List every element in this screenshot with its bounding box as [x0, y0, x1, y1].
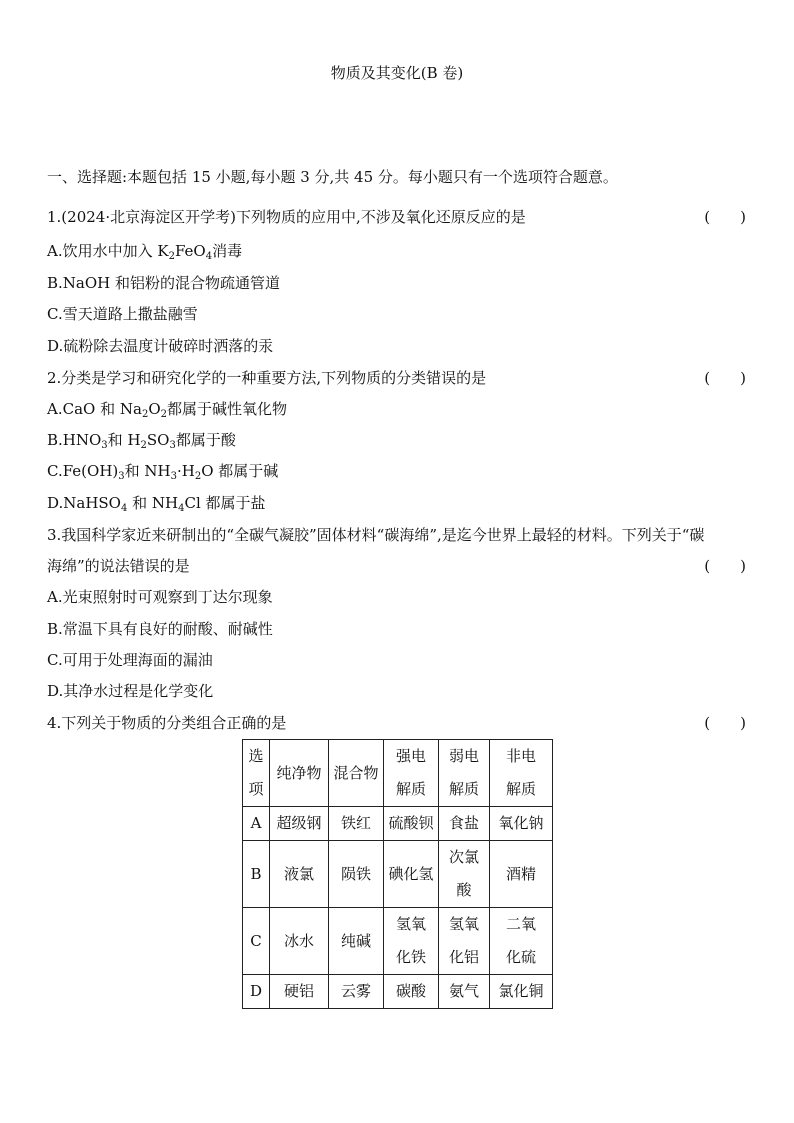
- table-cell: 二氧化硫: [490, 908, 553, 975]
- q3-option-b: B.常温下具有良好的耐酸、耐碱性: [47, 620, 273, 638]
- q4-stem: 4.下列关于物质的分类组合正确的是: [47, 714, 287, 732]
- table-cell: 硫酸钡: [384, 807, 439, 841]
- q2-option-a: A.CaO 和 $Na_2O_2$都属于碱性氧化物: [47, 400, 288, 420]
- q3-stem-line1: 3.我国科学家近来研制出的“全碳气凝胶”固体材料“碳海绵”,是迄今世界上最轻的材料。下列关于“碳: [47, 526, 705, 544]
- q3-answer-paren: ( ): [704, 557, 746, 575]
- table-cell: 氨气: [439, 975, 490, 1009]
- table-row: [243, 908, 553, 975]
- header-cell-pure: 纯净物: [270, 740, 329, 807]
- q2-stem: 2.分类是学习和研究化学的一种重要方法,下列物质的分类错误的是: [47, 369, 487, 387]
- table-cell: 酒精: [490, 841, 553, 908]
- table-cell: 云雾: [329, 975, 384, 1009]
- q3-option-d: D.其净水过程是化学变化: [47, 682, 214, 700]
- q3-option-a: A.光束照射时可观察到丁达尔现象: [47, 588, 273, 606]
- classification-table: [242, 739, 553, 1009]
- q3-option-c: C.可用于处理海面的漏油: [47, 651, 213, 669]
- q4-answer-paren: ( ): [704, 714, 746, 732]
- q1-option-b: B.NaOH 和铝粉的混合物疏通管道: [47, 274, 281, 292]
- table-cell: 陨铁: [329, 841, 384, 908]
- q1-option-a: A.饮用水中加入 $K_2FeO_4$消毒: [47, 242, 243, 262]
- table-header-row: [243, 740, 553, 807]
- q1-option-d: D.硫粉除去温度计破碎时洒落的汞: [47, 337, 274, 355]
- table-cell: 液氯: [270, 841, 329, 908]
- table-cell: 氢氧化铝: [439, 908, 490, 975]
- page-title: 物质及其变化(B 卷): [330, 64, 464, 82]
- table-cell: 氯化铜: [490, 975, 553, 1009]
- table-cell: 碳酸: [384, 975, 439, 1009]
- table-cell: 硬铝: [270, 975, 329, 1009]
- table-cell: 氧化钠: [490, 807, 553, 841]
- table-cell: 超级钢: [270, 807, 329, 841]
- q3-stem-line2: 海绵”的说法错误的是: [47, 557, 190, 575]
- q1-stem: 1.(2024·北京海淀区开学考)下列物质的应用中,不涉及氧化还原反应的是: [47, 208, 526, 226]
- q2-option-d: D.NaHSO$_4$ 和 $NH_4Cl$ 都属于盐: [47, 494, 266, 514]
- q1-option-c: C.雪天道路上撒盐融雪: [47, 305, 198, 323]
- table-cell: B: [243, 841, 270, 908]
- header-cell-mixture: 混合物: [329, 740, 384, 807]
- header-cell-weak: 弱电解质: [439, 740, 490, 807]
- q2-answer-paren: ( ): [704, 369, 746, 387]
- table-row: [243, 975, 553, 1009]
- q2-option-c: $C.Fe(OH)_3$和 $NH_3\cdot H_2O$ 都属于碱: [47, 462, 279, 482]
- header-cell-option: 选项: [243, 740, 270, 807]
- table-cell: 次氯酸: [439, 841, 490, 908]
- table-cell: 氢氧化铁: [384, 908, 439, 975]
- table-cell: 冰水: [270, 908, 329, 975]
- table-cell: 铁红: [329, 807, 384, 841]
- table-cell: C: [243, 908, 270, 975]
- table-cell: A: [243, 807, 270, 841]
- table-cell: D: [243, 975, 270, 1009]
- q2-option-b: $B.HNO_3$和 $H_2SO_3$都属于酸: [47, 431, 236, 451]
- q1-answer-paren: ( ): [704, 208, 746, 226]
- table-cell: 食盐: [439, 807, 490, 841]
- table-row: [243, 841, 553, 908]
- header-cell-non: 非电解质: [490, 740, 553, 807]
- header-cell-strong: 强电解质: [384, 740, 439, 807]
- table-row: [243, 807, 553, 841]
- section-heading: 一、选择题:本题包括 15 小题,每小题 3 分,共 45 分。每小题只有一个选项符合题意。: [47, 168, 618, 186]
- table-cell: 碘化氢: [384, 841, 439, 908]
- table-cell: 纯碱: [329, 908, 384, 975]
